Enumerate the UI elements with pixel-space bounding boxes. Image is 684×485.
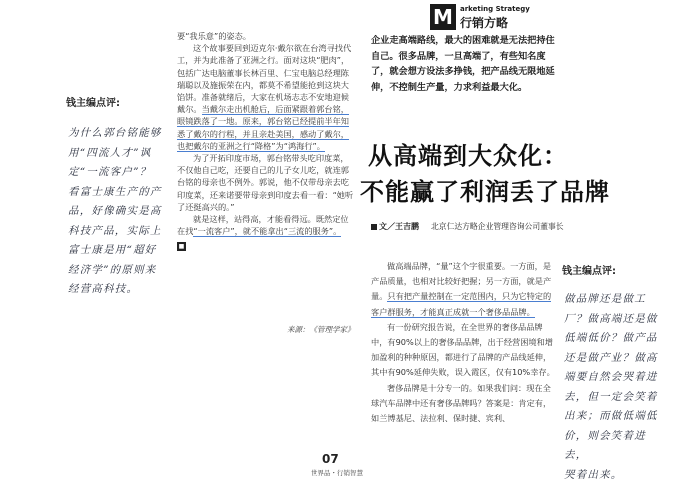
right-article-column	[371, 259, 557, 426]
right-comment-line: 做品牌还是做工	[564, 290, 668, 310]
badge-chinese: 行销方略	[460, 14, 508, 31]
right-paragraph: 有一份研究报告说，在全世界的奢侈品品牌中，有90%以上的奢侈品品牌，出于经营困境和增加盈利的种种原因，都进行了品牌的产品线延伸，其中有90%延伸失败，误入霞区，仅有10%幸存。	[371, 320, 557, 381]
byline	[371, 221, 564, 232]
article-title-line1: 从高端到大众化：	[368, 136, 568, 171]
right-comment-handwriting	[564, 290, 668, 485]
badge-letter: M	[430, 4, 456, 30]
section-badge	[430, 4, 540, 30]
end-mark-icon: ■	[177, 242, 186, 251]
left-comment-line: 为什么郭台铭能够	[68, 124, 162, 144]
left-comment-line: 用“四流人才”讽	[68, 144, 162, 164]
left-comment-line: 经营高科技。	[68, 280, 162, 300]
badge-english: arketing Strategy	[460, 5, 530, 13]
right-comment-line: 还是做产业？做高	[564, 349, 668, 369]
left-comment-line: 富士康是用“超好	[68, 241, 162, 261]
underlined-text: 当戴尔走出机舱后，后面紧跟着郭台铭，眼镜跌落了一地。原来，郭台铭已经提前半年知悉了戴尔的行程，并且亲赴美国，感动了戴尔，也把戴尔的亚洲之行“降格”为“鸿海行”。	[177, 104, 349, 152]
article-source: 来源：《管理学家》	[287, 324, 355, 335]
left-comment-line: 品，好像确实是高	[68, 202, 162, 222]
middle-paragraph: 这个故事要回到迈克尔·戴尔欲在台湾寻找代工，并为此准备了亚洲之行。面对这块“肥肉”，包括广达电脑董事长林百里、仁宝电脑总经理陈瑞聪以及施振荣在内，都莫不希望能抢到这块大馅饼。准备就绪后，大家在机场志志不安地迎候戴尔。当戴尔走出机舱后，后面紧跟着郭台铭，眼镜跌落了一地。原来，郭台铭已经提前半年知悉了戴尔的行程，并且亲赴美国，感动了戴尔，也把戴尔的亚洲之行“降格”为“鸿海行”。	[177, 42, 355, 152]
right-comment-line: 厂？做高端还是做	[564, 310, 668, 330]
right-comment-line: 价，则会笑着进去，	[564, 427, 668, 466]
underlined-text: “一流客户”，就不能拿出“三流的服务”。	[193, 226, 341, 237]
right-paragraph: 奢侈品牌是十分专一的。如果我们问：现在全球汽车品牌中还有奢侈品牌吗？答案是：肯定有，如兰博基尼、法拉利、保时捷、宾利、	[371, 381, 557, 427]
right-comment-line: 端要自然会哭着进	[564, 368, 668, 388]
article-lead: 企业走高端路线，最大的困难就是无法把持住自己。很多品牌，一旦高端了，有些知名度了，就会想方设法多挣钱，把产品线无限地延伸，不控制生产量，力求利益最大化。	[371, 33, 557, 95]
byline-author: 文／王吉鹏	[379, 222, 419, 231]
page-number: 07	[322, 452, 339, 466]
middle-paragraph: 要“我乐意”的姿态。	[177, 30, 355, 42]
byline-affiliation: 北京仁达方略企业管理咨询公司董事长	[431, 222, 564, 231]
article-title-line2: 不能赢了利润丢了品牌	[360, 172, 610, 207]
left-comment-line: 定“一流客户”？	[68, 163, 162, 183]
underlined-text: 只有把产量控制在一定范围内，只为它特定的客户群服务，才能真正成就一个奢侈品品牌。	[371, 291, 551, 317]
square-bullet-icon	[371, 224, 377, 230]
right-paragraph: 做高端品牌，“量”这个字很重要。一方面，是产品质量，也相对比较好把握；另一方面，就是产量。只有把产量控制在一定范围内，只为它特定的客户群服务，才能真正成就一个奢侈品品牌。	[371, 259, 557, 320]
left-comment-heading: 钱主编点评:	[66, 94, 120, 109]
right-comment-heading: 钱主编点评:	[562, 262, 616, 277]
right-comment-line: 去，但一定会笑着	[564, 388, 668, 408]
middle-article-column	[177, 30, 355, 253]
right-comment-line: 出来；而做低端低	[564, 407, 668, 427]
middle-paragraph: 为了开拓印度市场，郭台铭带头吃印度菜，不仅他自己吃，还要自己的儿子女儿吃，就连郭台铭的母亲也不例外。郭说，他不仅带母亲去吃印度菜，还来诺要带母亲到印度去看一看：“她听了还挺高兴的。”	[177, 152, 355, 213]
right-comment-line: 低端低价？做产品	[564, 329, 668, 349]
right-comment-line: 哭着出来。	[564, 466, 668, 485]
footer-label: 世界品・行销智慧	[311, 468, 363, 477]
middle-paragraph: 就是这样，站得高，才能看得远。既然定位在找“一流客户”，就不能拿出“三流的服务”。	[177, 213, 355, 237]
left-comment-line: 看富士康生产的产	[68, 183, 162, 203]
left-comment-line: 科技产品，实际上	[68, 222, 162, 242]
left-comment-handwriting	[68, 124, 162, 300]
left-comment-line: 经济学”的原则来	[68, 261, 162, 281]
